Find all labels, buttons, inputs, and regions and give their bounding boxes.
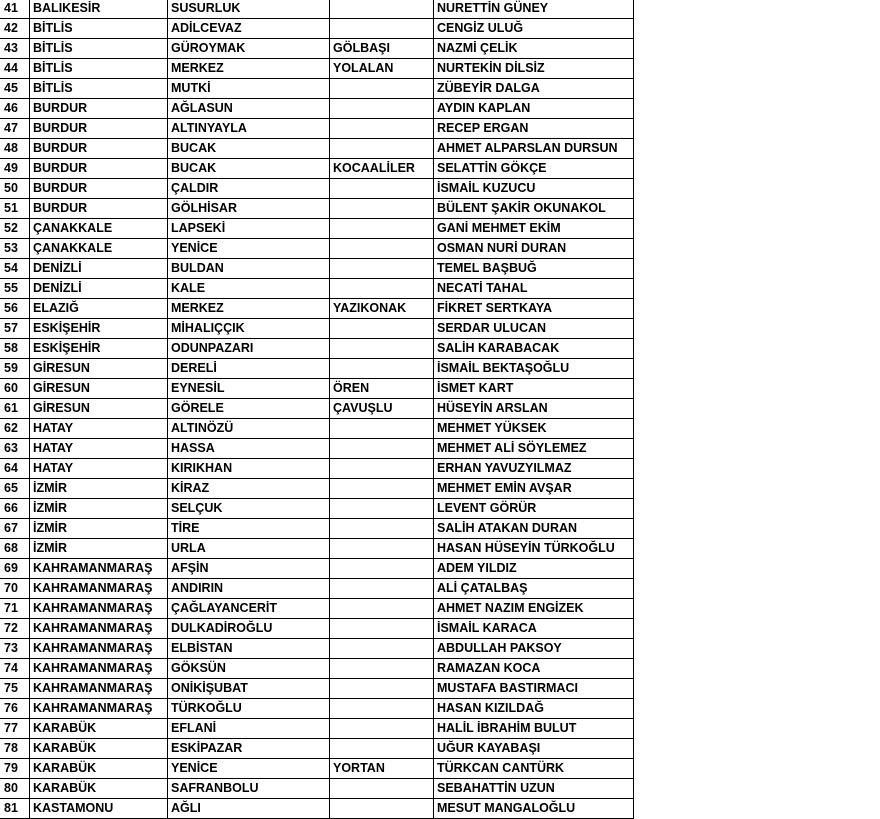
candidate-name-cell[interactable]: MESUT MANGALOĞLU <box>434 799 634 819</box>
province-cell[interactable]: BİTLİS <box>30 39 168 59</box>
candidate-name-cell[interactable]: TÜRKCAN CANTÜRK <box>434 759 634 779</box>
province-cell[interactable]: İZMİR <box>30 479 168 499</box>
town-cell[interactable] <box>330 19 434 39</box>
province-cell[interactable]: KAHRAMANMARAŞ <box>30 559 168 579</box>
row-number-cell[interactable]: 81 <box>0 799 30 819</box>
table-row <box>0 99 634 119</box>
table-row <box>0 219 634 239</box>
table-row <box>0 79 634 99</box>
town-cell[interactable]: ÖREN <box>330 379 434 399</box>
province-cell[interactable]: BALIKESİR <box>30 0 168 19</box>
province-cell[interactable]: DENİZLİ <box>30 259 168 279</box>
province-cell[interactable]: HATAY <box>30 439 168 459</box>
candidate-name-cell[interactable]: HALİL İBRAHİM BULUT <box>434 719 634 739</box>
row-number-cell[interactable]: 45 <box>0 79 30 99</box>
town-cell[interactable] <box>330 339 434 359</box>
candidate-name-cell[interactable]: RAMAZAN KOCA <box>434 659 634 679</box>
district-cell[interactable]: TİRE <box>168 519 330 539</box>
district-cell[interactable]: ESKİPAZAR <box>168 739 330 759</box>
district-cell[interactable]: AĞLI <box>168 799 330 819</box>
row-number-cell[interactable]: 72 <box>0 619 30 639</box>
candidate-name-cell[interactable]: UĞUR KAYABAŞI <box>434 739 634 759</box>
district-cell[interactable]: AFŞİN <box>168 559 330 579</box>
town-cell[interactable] <box>330 139 434 159</box>
candidate-name-cell[interactable]: MUSTAFA BASTIRMACI <box>434 679 634 699</box>
province-cell[interactable]: ÇANAKKALE <box>30 219 168 239</box>
district-cell[interactable]: ALTINYAYLA <box>168 119 330 139</box>
row-number-cell[interactable]: 79 <box>0 759 30 779</box>
district-cell[interactable]: ODUNPAZARI <box>168 339 330 359</box>
table-row <box>0 239 634 259</box>
table-row <box>0 319 634 339</box>
town-cell[interactable] <box>330 499 434 519</box>
row-number-cell[interactable]: 68 <box>0 539 30 559</box>
candidate-name-cell[interactable]: İSMAİL BEKTAŞOĞLU <box>434 359 634 379</box>
candidate-name-cell[interactable]: SALİH ATAKAN DURAN <box>434 519 634 539</box>
town-cell[interactable] <box>330 179 434 199</box>
province-cell[interactable]: KAHRAMANMARAŞ <box>30 619 168 639</box>
candidate-name-cell[interactable]: İSMET KART <box>434 379 634 399</box>
row-number-cell[interactable]: 75 <box>0 679 30 699</box>
district-cell[interactable]: ONİKİŞUBAT <box>168 679 330 699</box>
town-cell[interactable] <box>330 699 434 719</box>
table-row <box>0 659 634 679</box>
town-cell[interactable]: YORTAN <box>330 759 434 779</box>
district-cell[interactable]: SUSURLUK <box>168 0 330 19</box>
town-cell[interactable] <box>330 579 434 599</box>
candidate-name-cell[interactable]: CENGİZ ULUĞ <box>434 19 634 39</box>
province-cell[interactable]: KAHRAMANMARAŞ <box>30 659 168 679</box>
district-cell[interactable]: ELBİSTAN <box>168 639 330 659</box>
candidate-name-cell[interactable]: NAZMİ ÇELİK <box>434 39 634 59</box>
province-cell[interactable]: KARABÜK <box>30 739 168 759</box>
province-cell[interactable]: KARABÜK <box>30 779 168 799</box>
candidate-name-cell[interactable]: MEHMET ALİ SÖYLEMEZ <box>434 439 634 459</box>
district-cell[interactable]: MUTKİ <box>168 79 330 99</box>
table-row <box>0 359 634 379</box>
district-cell[interactable]: MERKEZ <box>168 59 330 79</box>
table-row <box>0 59 634 79</box>
province-cell[interactable]: KAHRAMANMARAŞ <box>30 679 168 699</box>
province-cell[interactable]: BURDUR <box>30 119 168 139</box>
table-row <box>0 499 634 519</box>
district-cell[interactable]: HASSA <box>168 439 330 459</box>
district-cell[interactable]: MİHALIÇÇIK <box>168 319 330 339</box>
table-row <box>0 519 634 539</box>
row-number-cell[interactable]: 59 <box>0 359 30 379</box>
row-number-cell[interactable]: 73 <box>0 639 30 659</box>
province-cell[interactable]: DENİZLİ <box>30 279 168 299</box>
province-cell[interactable]: GİRESUN <box>30 359 168 379</box>
town-cell[interactable]: YOLALAN <box>330 59 434 79</box>
table-row <box>0 619 634 639</box>
candidate-name-cell[interactable]: HÜSEYİN ARSLAN <box>434 399 634 419</box>
town-cell[interactable] <box>330 119 434 139</box>
table-row <box>0 339 634 359</box>
candidate-name-cell[interactable]: OSMAN NURİ DURAN <box>434 239 634 259</box>
candidate-name-cell[interactable]: BÜLENT ŞAKİR OKUNAKOL <box>434 199 634 219</box>
district-cell[interactable]: MERKEZ <box>168 299 330 319</box>
province-cell[interactable]: KAHRAMANMARAŞ <box>30 599 168 619</box>
district-cell[interactable]: GÖLHİSAR <box>168 199 330 219</box>
district-cell[interactable]: BUCAK <box>168 159 330 179</box>
candidate-name-cell[interactable]: İSMAİL KARACA <box>434 619 634 639</box>
town-cell[interactable]: ÇAVUŞLU <box>330 399 434 419</box>
district-cell[interactable]: GÖRELE <box>168 399 330 419</box>
district-cell[interactable]: DULKADİROĞLU <box>168 619 330 639</box>
row-number-cell[interactable]: 46 <box>0 99 30 119</box>
table-row <box>0 639 634 659</box>
table-row <box>0 439 634 459</box>
candidate-name-cell[interactable]: ERHAN YAVUZYILMAZ <box>434 459 634 479</box>
row-number-cell[interactable]: 67 <box>0 519 30 539</box>
row-number-cell[interactable]: 66 <box>0 499 30 519</box>
row-number-cell[interactable]: 63 <box>0 439 30 459</box>
table-row <box>0 299 634 319</box>
candidate-name-cell[interactable]: ALİ ÇATALBAŞ <box>434 579 634 599</box>
candidate-name-cell[interactable]: HASAN KIZILDAĞ <box>434 699 634 719</box>
province-cell[interactable]: HATAY <box>30 419 168 439</box>
district-cell[interactable]: KIRIKHAN <box>168 459 330 479</box>
row-number-cell[interactable]: 53 <box>0 239 30 259</box>
table-row <box>0 259 634 279</box>
district-cell[interactable]: ÇAĞLAYANCERİT <box>168 599 330 619</box>
province-cell[interactable]: BURDUR <box>30 199 168 219</box>
table-row <box>0 139 634 159</box>
province-cell[interactable]: BİTLİS <box>30 19 168 39</box>
town-cell[interactable] <box>330 739 434 759</box>
district-cell[interactable]: ÇALDIR <box>168 179 330 199</box>
candidate-name-cell[interactable]: İSMAİL KUZUCU <box>434 179 634 199</box>
district-cell[interactable]: KALE <box>168 279 330 299</box>
candidate-name-cell[interactable]: LEVENT GÖRÜR <box>434 499 634 519</box>
town-cell[interactable] <box>330 359 434 379</box>
province-cell[interactable]: BURDUR <box>30 159 168 179</box>
town-cell[interactable] <box>330 79 434 99</box>
candidate-name-cell[interactable]: ZÜBEYİR DALGA <box>434 79 634 99</box>
candidate-name-cell[interactable]: AHMET NAZIM ENGİZEK <box>434 599 634 619</box>
row-number-cell[interactable]: 65 <box>0 479 30 499</box>
district-cell[interactable]: EFLANİ <box>168 719 330 739</box>
candidate-name-cell[interactable]: SERDAR ULUCAN <box>434 319 634 339</box>
district-cell[interactable]: SELÇUK <box>168 499 330 519</box>
district-cell[interactable]: YENİCE <box>168 759 330 779</box>
province-cell[interactable]: İZMİR <box>30 539 168 559</box>
row-number-cell[interactable]: 58 <box>0 339 30 359</box>
row-number-cell[interactable]: 69 <box>0 559 30 579</box>
table-row <box>0 0 634 19</box>
town-cell[interactable] <box>330 419 434 439</box>
row-number-cell[interactable]: 50 <box>0 179 30 199</box>
candidate-name-cell[interactable]: NURETTİN GÜNEY <box>434 0 634 19</box>
table-row <box>0 479 634 499</box>
table-row <box>0 39 634 59</box>
table-row <box>0 599 634 619</box>
province-cell[interactable]: ESKİŞEHİR <box>30 339 168 359</box>
town-cell[interactable] <box>330 239 434 259</box>
province-cell[interactable]: KAHRAMANMARAŞ <box>30 639 168 659</box>
town-cell[interactable] <box>330 439 434 459</box>
district-cell[interactable]: BULDAN <box>168 259 330 279</box>
row-number-cell[interactable]: 52 <box>0 219 30 239</box>
province-cell[interactable]: HATAY <box>30 459 168 479</box>
candidate-name-cell[interactable]: AYDIN KAPLAN <box>434 99 634 119</box>
candidate-name-cell[interactable]: RECEP ERGAN <box>434 119 634 139</box>
table-row <box>0 579 634 599</box>
district-cell[interactable]: TÜRKOĞLU <box>168 699 330 719</box>
row-number-cell[interactable]: 57 <box>0 319 30 339</box>
row-number-cell[interactable]: 62 <box>0 419 30 439</box>
province-cell[interactable]: KASTAMONU <box>30 799 168 819</box>
town-cell[interactable] <box>330 0 434 19</box>
row-number-cell[interactable]: 74 <box>0 659 30 679</box>
province-cell[interactable]: İZMİR <box>30 519 168 539</box>
candidate-name-cell[interactable]: SELATTİN GÖKÇE <box>434 159 634 179</box>
district-cell[interactable]: GÖKSÜN <box>168 659 330 679</box>
candidate-name-cell[interactable]: SALİH KARABACAK <box>434 339 634 359</box>
table-row <box>0 199 634 219</box>
candidate-name-cell[interactable]: MEHMET YÜKSEK <box>434 419 634 439</box>
town-cell[interactable] <box>330 319 434 339</box>
province-cell[interactable]: ESKİŞEHİR <box>30 319 168 339</box>
town-cell[interactable] <box>330 599 434 619</box>
row-number-cell[interactable]: 60 <box>0 379 30 399</box>
row-number-cell[interactable]: 41 <box>0 0 30 19</box>
town-cell[interactable]: YAZIKONAK <box>330 299 434 319</box>
row-number-cell[interactable]: 71 <box>0 599 30 619</box>
table-row <box>0 679 634 699</box>
town-cell[interactable] <box>330 459 434 479</box>
row-number-cell[interactable]: 51 <box>0 199 30 219</box>
row-number-cell[interactable]: 78 <box>0 739 30 759</box>
province-cell[interactable]: KARABÜK <box>30 759 168 779</box>
town-cell[interactable] <box>330 219 434 239</box>
district-cell[interactable]: GÜROYMAK <box>168 39 330 59</box>
table-row <box>0 539 634 559</box>
table-row <box>0 419 634 439</box>
row-number-cell[interactable]: 47 <box>0 119 30 139</box>
district-cell[interactable]: ADİLCEVAZ <box>168 19 330 39</box>
candidate-name-cell[interactable]: SEBAHATTİN UZUN <box>434 779 634 799</box>
province-cell[interactable]: GİRESUN <box>30 379 168 399</box>
district-cell[interactable]: KİRAZ <box>168 479 330 499</box>
town-cell[interactable] <box>330 539 434 559</box>
row-number-cell[interactable]: 56 <box>0 299 30 319</box>
candidate-name-cell[interactable]: NECATİ TAHAL <box>434 279 634 299</box>
district-cell[interactable]: DERELİ <box>168 359 330 379</box>
row-number-cell[interactable]: 55 <box>0 279 30 299</box>
town-cell[interactable]: GÖLBAŞI <box>330 39 434 59</box>
table-row <box>0 719 634 739</box>
district-cell[interactable]: ANDIRIN <box>168 579 330 599</box>
town-cell[interactable] <box>330 279 434 299</box>
candidate-name-cell[interactable]: GANİ MEHMET EKİM <box>434 219 634 239</box>
province-cell[interactable]: İZMİR <box>30 499 168 519</box>
district-cell[interactable]: YENİCE <box>168 239 330 259</box>
table-row <box>0 399 634 419</box>
row-number-cell[interactable]: 61 <box>0 399 30 419</box>
town-cell[interactable] <box>330 619 434 639</box>
table-row <box>0 799 634 819</box>
table-row <box>0 739 634 759</box>
province-cell[interactable]: ELAZIĞ <box>30 299 168 319</box>
candidate-name-cell[interactable]: HASAN HÜSEYİN TÜRKOĞLU <box>434 539 634 559</box>
row-number-cell[interactable]: 64 <box>0 459 30 479</box>
row-number-cell[interactable]: 80 <box>0 779 30 799</box>
table-row <box>0 379 634 399</box>
row-number-cell[interactable]: 44 <box>0 59 30 79</box>
candidate-name-cell[interactable]: MEHMET EMİN AVŞAR <box>434 479 634 499</box>
province-cell[interactable]: KARABÜK <box>30 719 168 739</box>
town-cell[interactable] <box>330 799 434 819</box>
town-cell[interactable] <box>330 779 434 799</box>
candidate-name-cell[interactable]: AHMET ALPARSLAN DURSUN <box>434 139 634 159</box>
candidate-name-cell[interactable]: ADEM YILDIZ <box>434 559 634 579</box>
row-number-cell[interactable]: 54 <box>0 259 30 279</box>
province-cell[interactable]: BURDUR <box>30 179 168 199</box>
district-cell[interactable]: SAFRANBOLU <box>168 779 330 799</box>
town-cell[interactable] <box>330 659 434 679</box>
table-row <box>0 179 634 199</box>
row-number-cell[interactable]: 70 <box>0 579 30 599</box>
province-cell[interactable]: GİRESUN <box>30 399 168 419</box>
town-cell[interactable] <box>330 99 434 119</box>
district-cell[interactable]: URLA <box>168 539 330 559</box>
candidate-name-cell[interactable]: ABDULLAH PAKSOY <box>434 639 634 659</box>
row-number-cell[interactable]: 76 <box>0 699 30 719</box>
table-row <box>0 559 634 579</box>
province-cell[interactable]: ÇANAKKALE <box>30 239 168 259</box>
province-cell[interactable]: KAHRAMANMARAŞ <box>30 699 168 719</box>
town-cell[interactable] <box>330 519 434 539</box>
town-cell[interactable] <box>330 719 434 739</box>
province-cell[interactable]: BURDUR <box>30 99 168 119</box>
province-cell[interactable]: KAHRAMANMARAŞ <box>30 579 168 599</box>
district-cell[interactable]: LAPSEKİ <box>168 219 330 239</box>
candidate-name-cell[interactable]: TEMEL BAŞBUĞ <box>434 259 634 279</box>
province-cell[interactable]: BURDUR <box>30 139 168 159</box>
table-row <box>0 459 634 479</box>
town-cell[interactable] <box>330 199 434 219</box>
town-cell[interactable] <box>330 479 434 499</box>
province-cell[interactable]: BİTLİS <box>30 79 168 99</box>
table-row <box>0 159 634 179</box>
district-cell[interactable]: ALTINÖZÜ <box>168 419 330 439</box>
district-cell[interactable]: AĞLASUN <box>168 99 330 119</box>
row-number-cell[interactable]: 43 <box>0 39 30 59</box>
table-row <box>0 279 634 299</box>
row-number-cell[interactable]: 48 <box>0 139 30 159</box>
district-cell[interactable]: BUCAK <box>168 139 330 159</box>
table-row <box>0 779 634 799</box>
row-number-cell[interactable]: 49 <box>0 159 30 179</box>
table-row <box>0 19 634 39</box>
candidate-name-cell[interactable]: NURTEKİN DİLSİZ <box>434 59 634 79</box>
town-cell[interactable] <box>330 639 434 659</box>
table-row <box>0 699 634 719</box>
town-cell[interactable]: KOCAALİLER <box>330 159 434 179</box>
row-number-cell[interactable]: 42 <box>0 19 30 39</box>
table-row <box>0 759 634 779</box>
row-number-cell[interactable]: 77 <box>0 719 30 739</box>
town-cell[interactable] <box>330 259 434 279</box>
table-row <box>0 119 634 139</box>
province-cell[interactable]: BİTLİS <box>30 59 168 79</box>
candidate-name-cell[interactable]: FİKRET SERTKAYA <box>434 299 634 319</box>
town-cell[interactable] <box>330 559 434 579</box>
town-cell[interactable] <box>330 679 434 699</box>
district-cell[interactable]: EYNESİL <box>168 379 330 399</box>
